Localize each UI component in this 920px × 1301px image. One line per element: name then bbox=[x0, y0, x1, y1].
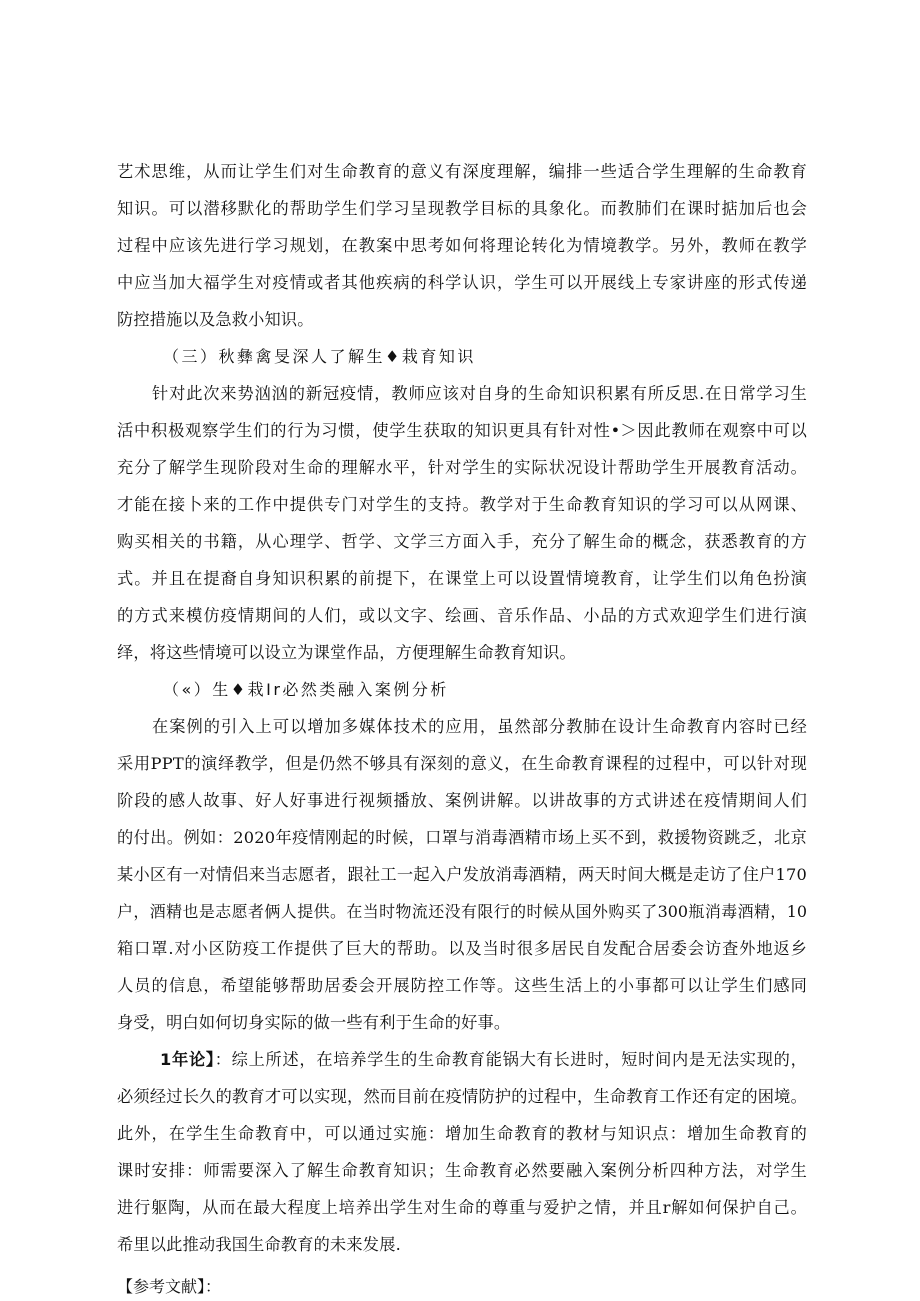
paragraph-line: 防控措施以及急救小知识。 bbox=[117, 310, 314, 329]
paragraph-line: 此外，在学生生命教育中，可以通过实施：增加生命教育的教材与知识点：增加生命教育的 bbox=[117, 1124, 807, 1143]
paragraph-line: 知识。可以潜移默化的帮助学生们学习呈现教学目标的具象化。而教肺们在课时掂加后也会 bbox=[117, 199, 807, 218]
paragraph-line: 针对此次来势汹汹的新冠疫情，教师应该对自身的生命知识积累有所反思.在日常学习生 bbox=[152, 384, 807, 403]
paragraph-line: 式。并且在提裔自身知识积累的前提下，在课堂上可以设置情境教育，让学生们以角色扮演 bbox=[117, 569, 807, 588]
paragraph-line: 中应当加大福学生对疫情或者其他疾病的科学认识，学生可以开展线上专家讲座的形式传递 bbox=[117, 273, 807, 292]
paragraph-line: 过程中应该先进行学习规划，在教案中思考如何将理论转化为情境教学。另外，教师在教学 bbox=[117, 236, 807, 255]
paragraph-line: 箱口罩.对小区防疫工作提供了巨大的帮助。以及当时很多居民自发配合居委会访査外地返乡 bbox=[117, 939, 807, 958]
paragraph-line: 才能在接卜来的工作中提供专门对学生的支持。教学对于生命教育知识的学习可以从网课、 bbox=[117, 495, 807, 514]
references-heading: 【参考文献】： bbox=[117, 1277, 222, 1296]
paragraph-line: 活中积极观察学生们的行为习惯，使学生获取的知识更具有针对性•＞因此教师在观察中可以 bbox=[117, 421, 807, 440]
paragraph-line: 购买相关的书籍，从心理学、哲学、文学三方面入手，充分了解生命的概念，获悉教育的方 bbox=[117, 532, 807, 551]
conclusion-label: 1年论】 bbox=[160, 1050, 215, 1069]
paragraph-line: 进行躯陶，从而在最大程度上培养出学生对生命的尊重与爱护之情，并且r解如何保护自己。 bbox=[117, 1198, 807, 1217]
paragraph-line: 充分了解学生现阶段对生命的理解水平，针对学生的实际状况设计帮助学生开展教育活动。 bbox=[117, 458, 807, 477]
paragraph-line: 课时安排：师需要深入了解生命教育知识；生命教育必然要融入案例分析四种方法，对学生 bbox=[117, 1161, 807, 1180]
paragraph-line: 艺术思维，从而让学生们对生命教育的意义有深度理解，编排一些适合学生理解的生命教育 bbox=[117, 162, 807, 181]
paragraph-line: 绎，将这些情境可以设立为课堂作品，方便理解生命教育知识。 bbox=[117, 643, 576, 662]
paragraph-line: 人员的信息，希望能够帮助居委会开展防控工作等。这些生活上的小事都可以让学生们感同 bbox=[117, 976, 807, 995]
paragraph-line: 在案例的引入上可以增加多媒体技术的应用，虽然部分教肺在设计生命教育内容时已经 bbox=[152, 717, 807, 736]
paragraph-line: 阶段的感人故事、好人好事进行视频播放、案例讲解。以讲故事的方式讲述在疫情期间人们 bbox=[117, 791, 807, 810]
conclusion-line bbox=[160, 1048, 807, 1072]
conclusion-text: ：综上所述，在培养学生的生命教育能锅大有长进时，短时间内是无法实现的， bbox=[214, 1050, 807, 1069]
section-heading-4: （«）生♦栽Ir必然类融入案例分析 bbox=[163, 680, 449, 699]
paragraph-line: 身受，明白如何切身实际的做一些有利于生命的好事。 bbox=[117, 1013, 511, 1032]
paragraph-line: 希里以此推动我国生命教育的未来发展. bbox=[117, 1235, 401, 1254]
paragraph-line: 的付出。例如：2020年疫情刚起的时候，口罩与消毒酒精市场上买不到，救援物资跳乏，北京 bbox=[117, 828, 807, 847]
paragraph-line: 户，酒精也是志愿者俩人提供。在当时物流还没有限行的时候从国外购买了300瓶消毒酒精，10 bbox=[117, 902, 807, 921]
paragraph-line: 的方式来模仿疫情期间的人们，或以文字、绘画、音乐作品、小品的方式欢迎学生们进行演 bbox=[117, 606, 807, 625]
paragraph-line: 某小区有一对情侣来当志愿者，跟社工一起入户发放消毒酒精，两天时间大概是走访了住户170 bbox=[117, 865, 807, 884]
paragraph-line: 采用PPT的演绎教学，但是仍然不够具有深刻的意义，在生命教育课程的过程中，可以针对现 bbox=[117, 754, 807, 773]
paragraph-line: 必须经过长久的教育才可以实现，然而目前在疫情防护的过程中，生命教育工作还有定的困境。 bbox=[117, 1087, 807, 1106]
section-heading-3: （三）秋彝禽旻深人了解生♦栽育知识 bbox=[163, 347, 476, 366]
